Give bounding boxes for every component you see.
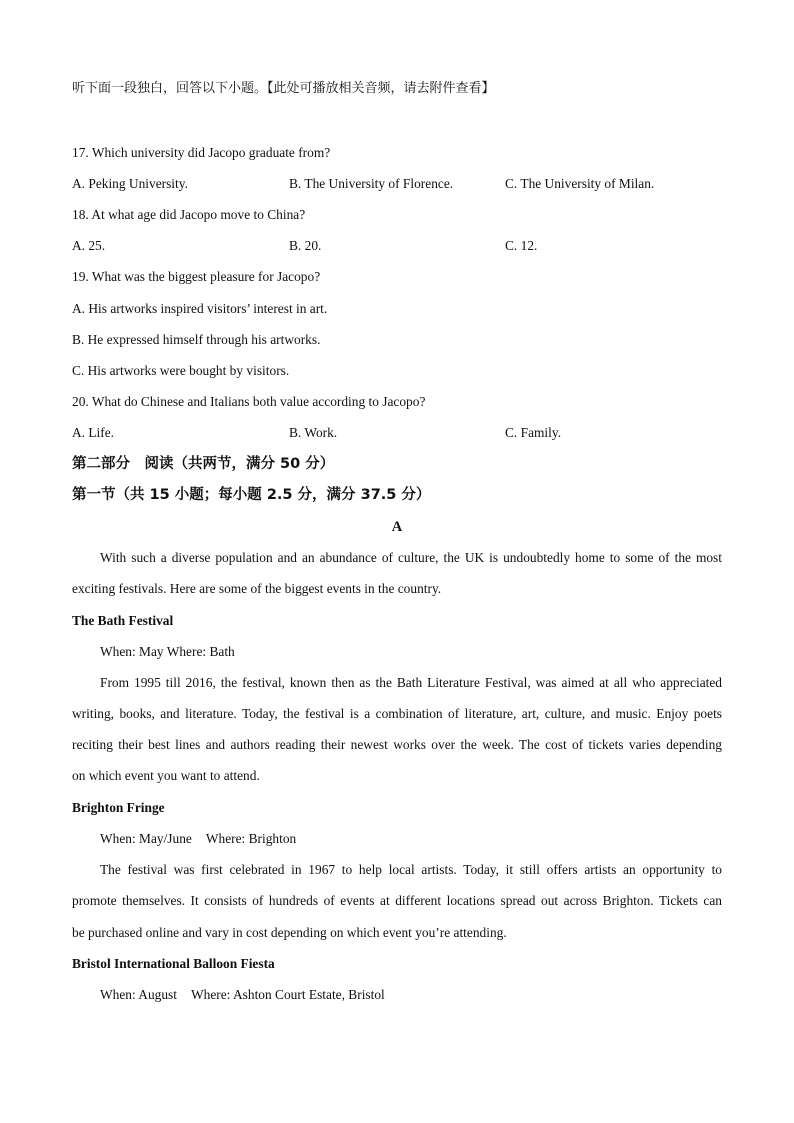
brighton-paragraph-line: The festival was first celebrated in 1967 to help local artists. Today, it still offers artists an opportunity to xyxy=(100,862,722,877)
festival-name-bath: The Bath Festival xyxy=(72,613,174,628)
bath-paragraph-line: on which event you want to attend. xyxy=(72,768,260,783)
reading-part-title: 第二部分 阅读（共两节，满分 50 分） xyxy=(72,456,335,472)
bath-paragraph-line: writing, books, and literature. Today, the festival is a combination of literature, art, culture, and music. Enjoy poets xyxy=(72,706,722,721)
brighton-paragraph-line: promote themselves. It consists of hundreds of events at different locations spread out across Brighton. Tickets can xyxy=(72,893,722,908)
bath-paragraph-line: reciting their best lines and authors reading their newest works over the week. The cost of tickets varies depending xyxy=(72,737,722,752)
festival-info-bath xyxy=(100,643,235,661)
question-19-option-b: B. He expressed himself through his artworks. xyxy=(72,332,321,347)
bath-paragraph-line: From 1995 till 2016, the festival, known then as the Bath Literature Festival, was aimed at all who appreciated xyxy=(100,675,722,690)
question-20-option-b: B. Work. xyxy=(289,425,338,440)
question-19-stem: 19. What was the biggest pleasure for Jacopo? xyxy=(72,269,321,284)
passage-letter: A xyxy=(391,519,403,535)
question-17-option-c: C. The University of Milan. xyxy=(505,176,655,191)
festival-info-brighton xyxy=(100,830,296,848)
brighton-paragraph-line: be purchased online and vary in cost depending on which event you’re attending. xyxy=(72,925,507,940)
where-label: Where: Brighton xyxy=(205,831,297,846)
when-label: When: May xyxy=(100,644,164,659)
question-17-option-a: A. Peking University. xyxy=(72,176,188,191)
listening-instruction: 听下面一段独白，回答以下小题。【此处可播放相关音频，请去附件查看】 xyxy=(72,81,495,96)
where-label: Where: Ashton Court Estate, Bristol xyxy=(191,987,385,1002)
festival-info-bristol xyxy=(100,986,385,1004)
question-18-option-a: A. 25. xyxy=(72,238,106,253)
question-17-option-b: B. The University of Florence. xyxy=(289,176,454,191)
question-20-option-c: C. Family. xyxy=(505,425,562,440)
festival-name-bristol: Bristol International Balloon Fiesta xyxy=(72,956,275,971)
where-label: Where: Bath xyxy=(166,644,235,659)
question-17-stem: 17. Which university did Jacopo graduate from? xyxy=(72,145,331,160)
question-18-stem: 18. At what age did Jacopo move to China? xyxy=(72,207,306,222)
when-label: When: August xyxy=(100,987,177,1002)
question-20-stem: 20. What do Chinese and Italians both value according to Jacopo? xyxy=(72,394,426,409)
question-18-option-c: C. 12. xyxy=(505,238,538,253)
question-18-option-b: B. 20. xyxy=(289,238,322,253)
intro-line-1: With such a diverse population and an abundance of culture, the UK is undoubtedly home to some of the most xyxy=(100,550,722,565)
question-20-option-a: A. Life. xyxy=(72,425,115,440)
festival-name-brighton: Brighton Fringe xyxy=(72,800,165,815)
reading-section-title: 第一节（共 15 小题；每小题 2.5 分，满分 37.5 分） xyxy=(72,487,431,503)
intro-line-2: exciting festivals. Here are some of the biggest events in the country. xyxy=(72,581,442,596)
question-19-option-a: A. His artworks inspired visitors’ interest in art. xyxy=(72,301,328,316)
when-label: When: May/June xyxy=(100,831,192,846)
question-19-option-c: C. His artworks were bought by visitors. xyxy=(72,363,290,378)
